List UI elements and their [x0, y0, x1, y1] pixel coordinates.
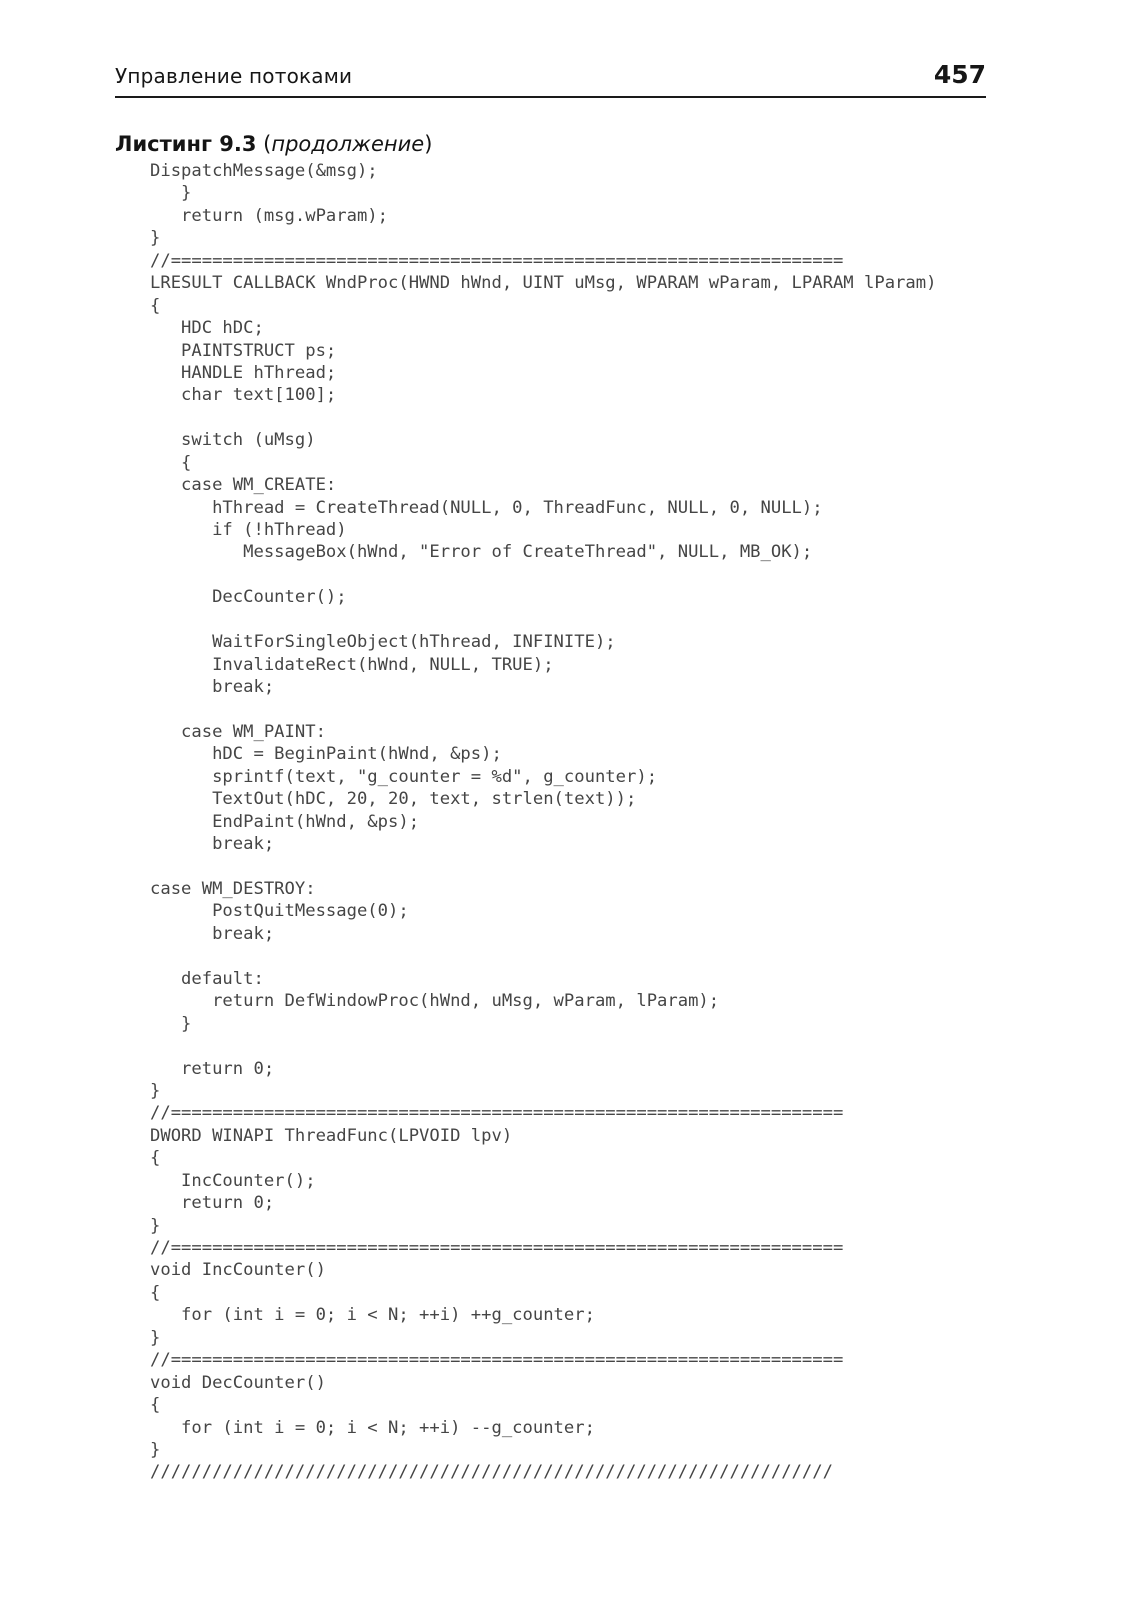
code-line: //=================================================================	[150, 1350, 844, 1371]
code-line: DecCounter();	[150, 587, 347, 608]
code-line: default:	[150, 968, 264, 989]
listing-heading	[115, 132, 432, 156]
code-line	[150, 699, 936, 721]
code-line: case WM_CREATE:	[150, 475, 337, 496]
code-line: TextOut(hDC, 20, 20, text, strlen(text));	[150, 789, 637, 810]
code-line: for (int i = 0; i < N; ++i) --g_counter;	[150, 1417, 595, 1438]
listing-label: Листинг 9.3	[115, 132, 257, 156]
code-line: HANDLE hThread;	[150, 362, 337, 383]
code-line: }	[150, 228, 161, 249]
code-line: sprintf(text, "g_counter = %d", g_counter);	[150, 766, 658, 787]
code-line	[150, 856, 936, 878]
listing-open-paren: (	[256, 132, 272, 156]
code-line: case WM_DESTROY:	[150, 879, 316, 899]
running-header	[115, 62, 986, 98]
code-listing	[150, 160, 936, 1484]
code-line: break;	[150, 923, 275, 944]
code-line: }	[150, 1013, 192, 1034]
code-line: }	[150, 1439, 161, 1460]
code-line: return (msg.wParam);	[150, 205, 388, 226]
code-line: {	[150, 1148, 161, 1169]
code-line: }	[150, 1327, 161, 1348]
code-line	[150, 407, 936, 429]
code-line: return 0;	[150, 1058, 275, 1079]
code-line: }	[150, 1080, 161, 1101]
code-line	[150, 564, 936, 586]
code-line: if (!hThread)	[150, 520, 347, 540]
code-line: DWORD WINAPI ThreadFunc(LPVOID lpv)	[150, 1125, 513, 1146]
code-line: char text[100];	[150, 385, 337, 406]
code-line: for (int i = 0; i < N; ++i) ++g_counter;	[150, 1305, 595, 1326]
code-line: LRESULT CALLBACK WndProc(HWND hWnd, UINT uMsg, WPARAM wParam, LPARAM lParam)	[150, 273, 937, 294]
code-line: {	[150, 452, 192, 473]
listing-continuation-note: продолжение	[271, 132, 425, 156]
code-line: hDC = BeginPaint(hWnd, &ps);	[150, 744, 502, 765]
code-line: //=================================================================	[150, 250, 844, 271]
code-line: //=================================================================	[150, 1103, 844, 1124]
code-line: {	[150, 1395, 161, 1416]
code-line	[150, 1035, 936, 1057]
code-line: break;	[150, 677, 275, 698]
code-line: PostQuitMessage(0);	[150, 901, 409, 922]
code-line: return DefWindowProc(hWnd, uMsg, wParam, lParam);	[150, 991, 720, 1012]
code-line: //=================================================================	[150, 1238, 844, 1258]
code-line	[150, 945, 936, 967]
code-line: break;	[150, 834, 275, 855]
code-line: //////////////////////////////////////////////////////////////////	[150, 1462, 833, 1483]
code-line: {	[150, 1282, 161, 1303]
code-line: {	[150, 295, 161, 316]
code-line: void IncCounter()	[150, 1260, 326, 1281]
chapter-title: Управление потоками	[115, 64, 353, 88]
code-line: PAINTSTRUCT ps;	[150, 340, 337, 361]
code-line: }	[150, 183, 192, 204]
code-line: case WM_PAINT:	[150, 721, 326, 742]
code-line	[150, 609, 936, 631]
code-line: void DecCounter()	[150, 1372, 326, 1393]
code-line: HDC hDC;	[150, 318, 264, 339]
code-line: WaitForSingleObject(hThread, INFINITE);	[150, 632, 616, 653]
code-line: switch (uMsg)	[150, 430, 316, 451]
code-line: hThread = CreateThread(NULL, 0, ThreadFunc, NULL, 0, NULL);	[150, 497, 823, 518]
page-number: 457	[933, 60, 986, 89]
code-line: InvalidateRect(hWnd, NULL, TRUE);	[150, 654, 554, 675]
code-line: IncCounter();	[150, 1170, 316, 1191]
code-line: DispatchMessage(&msg);	[150, 161, 378, 181]
code-line: return 0;	[150, 1193, 275, 1214]
code-line: EndPaint(hWnd, &ps);	[150, 811, 420, 832]
code-line: }	[150, 1215, 161, 1236]
code-line: MessageBox(hWnd, "Error of CreateThread", NULL, MB_OK);	[150, 542, 813, 563]
listing-close-paren: )	[424, 132, 433, 156]
